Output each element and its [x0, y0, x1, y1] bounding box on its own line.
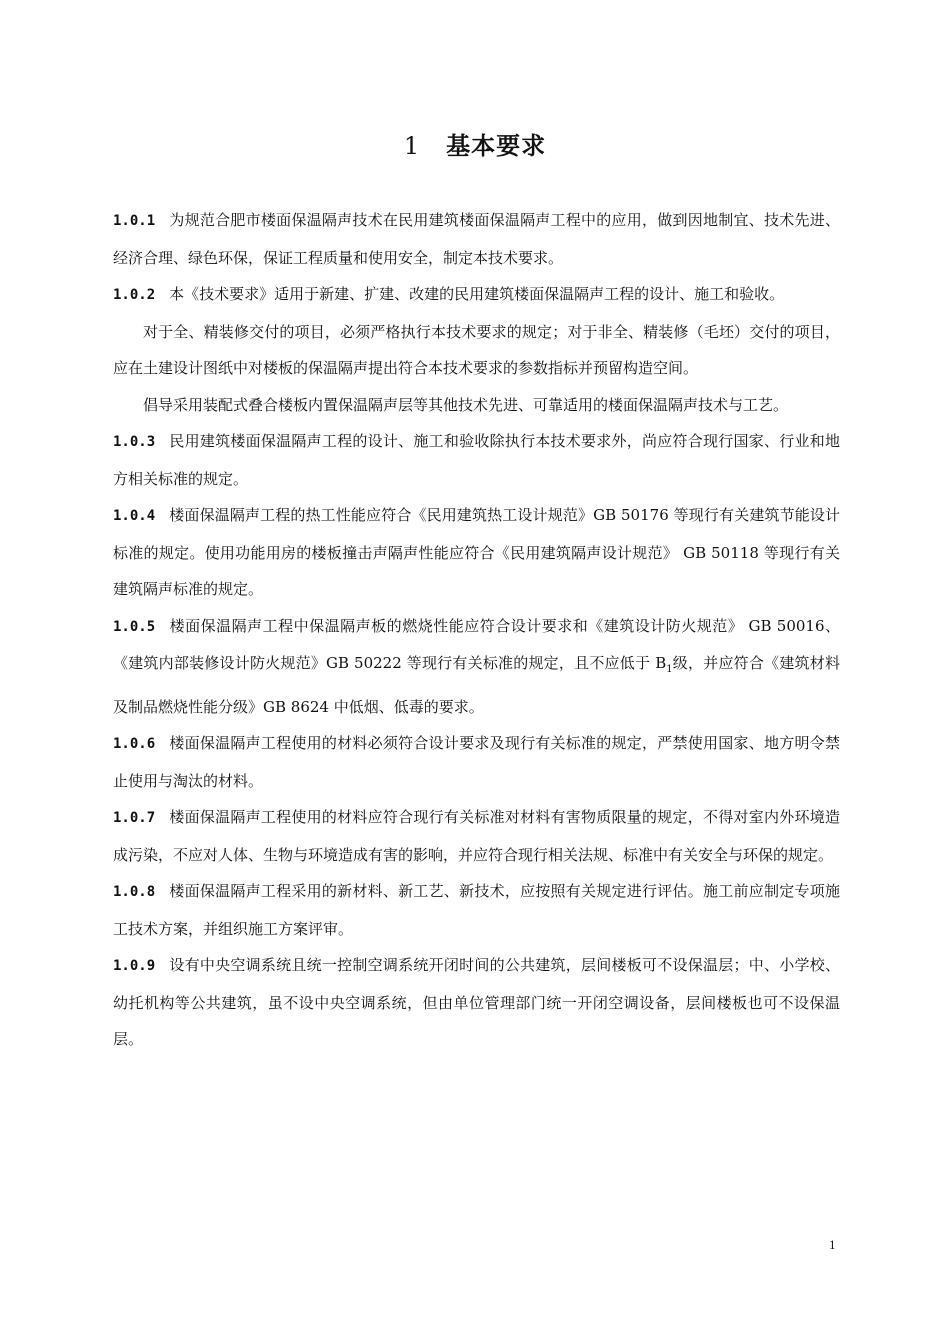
clause-text: 楼面保温隔声工程的热工性能应符合《民用建筑热工设计规范》GB 50176 等现行有关建筑节能设计标准的规定。使用功能用房的楼板撞击声隔声性能应符合《民用建筑隔声设计规范》 GB 50118 等现行有关建筑隔声标准的规定。 — [113, 506, 840, 598]
clause-number: 1.0.4 — [113, 508, 156, 524]
clause-1-0-2 — [113, 276, 840, 314]
clause-number: 1.0.1 — [113, 213, 156, 229]
clause-number: 1.0.2 — [113, 287, 156, 303]
clause-1-0-6 — [113, 725, 840, 799]
section-title — [0, 126, 950, 161]
clause-number: 1.0.6 — [113, 736, 156, 752]
clause-text: 设有中央空调系统且统一控制空调系统开闭时间的公共建筑，层间楼板可不设保温层；中、小学校、幼托机构等公共建筑，虽不设中央空调系统，但由单位管理部门统一开闭空调设备，层间楼板也可不设保温层。 — [113, 956, 840, 1048]
clause-number: 1.0.9 — [113, 958, 156, 974]
section-heading: 基本要求 — [446, 131, 547, 160]
clause-1-0-9 — [113, 947, 840, 1058]
clause-text-continued: 级，并应符合《建筑材料及制品燃烧性能分级》GB 8624 中低烟、低毒的要求。 — [113, 654, 840, 716]
clause-1-0-3 — [113, 423, 840, 497]
clause-paragraph: 对于全、精装修交付的项目，必须严格执行本技术要求的规定；对于非全、精装修（毛坯）交付的项目，应在土建设计图纸中对楼板的保温隔声提出符合本技术要求的参数指标并预留构造空间。 — [113, 322, 840, 377]
clause-text: 民用建筑楼面保温隔声工程的设计、施工和验收除执行本技术要求外，尚应符合现行国家、行业和地方相关标准的规定。 — [113, 432, 840, 488]
clause-1-0-7 — [113, 799, 840, 873]
clause-number: 1.0.7 — [113, 810, 156, 826]
clause-text: 楼面保温隔声工程使用的材料必须符合设计要求及现行有关标准的规定，严禁使用国家、地方明令禁止使用与淘汰的材料。 — [113, 734, 840, 790]
clause-1-0-5 — [113, 608, 840, 726]
clause-1-0-4 — [113, 497, 840, 608]
clause-number: 1.0.3 — [113, 434, 156, 450]
clause-text: 本《技术要求》适用于新建、扩建、改建的民用建筑楼面保温隔声工程的设计、施工和验收。 — [169, 285, 785, 303]
clause-paragraph: 倡导采用装配式叠合楼板内置保温隔声层等其他技术先进、可靠适用的楼面保温隔声技术与工艺。 — [143, 395, 789, 414]
clause-text: 楼面保温隔声工程采用的新材料、新工艺、新技术，应按照有关规定进行评估。施工前应制定专项施工技术方案，并组织施工方案评审。 — [113, 882, 840, 938]
clause-text: 为规范合肥市楼面保温隔声技术在民用建筑楼面保温隔声工程中的应用，做到因地制宜、技术先进、经济合理、绿色环保，保证工程质量和使用安全，制定本技术要求。 — [113, 211, 840, 267]
clause-1-0-8 — [113, 873, 840, 947]
clause-text: 楼面保温隔声工程中保温隔声板的燃烧性能应符合设计要求和《建筑设计防火规范》 GB 50016、《建筑内部装修设计防火规范》GB 50222 等现行有关标准的规定，且不应低于 B — [113, 616, 840, 672]
section-number: 1 — [403, 132, 421, 160]
document-body — [113, 202, 840, 1058]
subscript: 1 — [666, 664, 673, 675]
clause-number: 1.0.5 — [113, 618, 156, 635]
clause-number: 1.0.8 — [113, 884, 156, 900]
page-number: 1 — [829, 1237, 836, 1252]
clause-text: 楼面保温隔声工程使用的材料应符合现行有关标准对材料有害物质限量的规定，不得对室内外环境造成污染，不应对人体、生物与环境造成有害的影响，并应符合现行相关法规、标准中有关安全与环保的规定。 — [113, 808, 840, 864]
clause-1-0-1 — [113, 202, 840, 276]
